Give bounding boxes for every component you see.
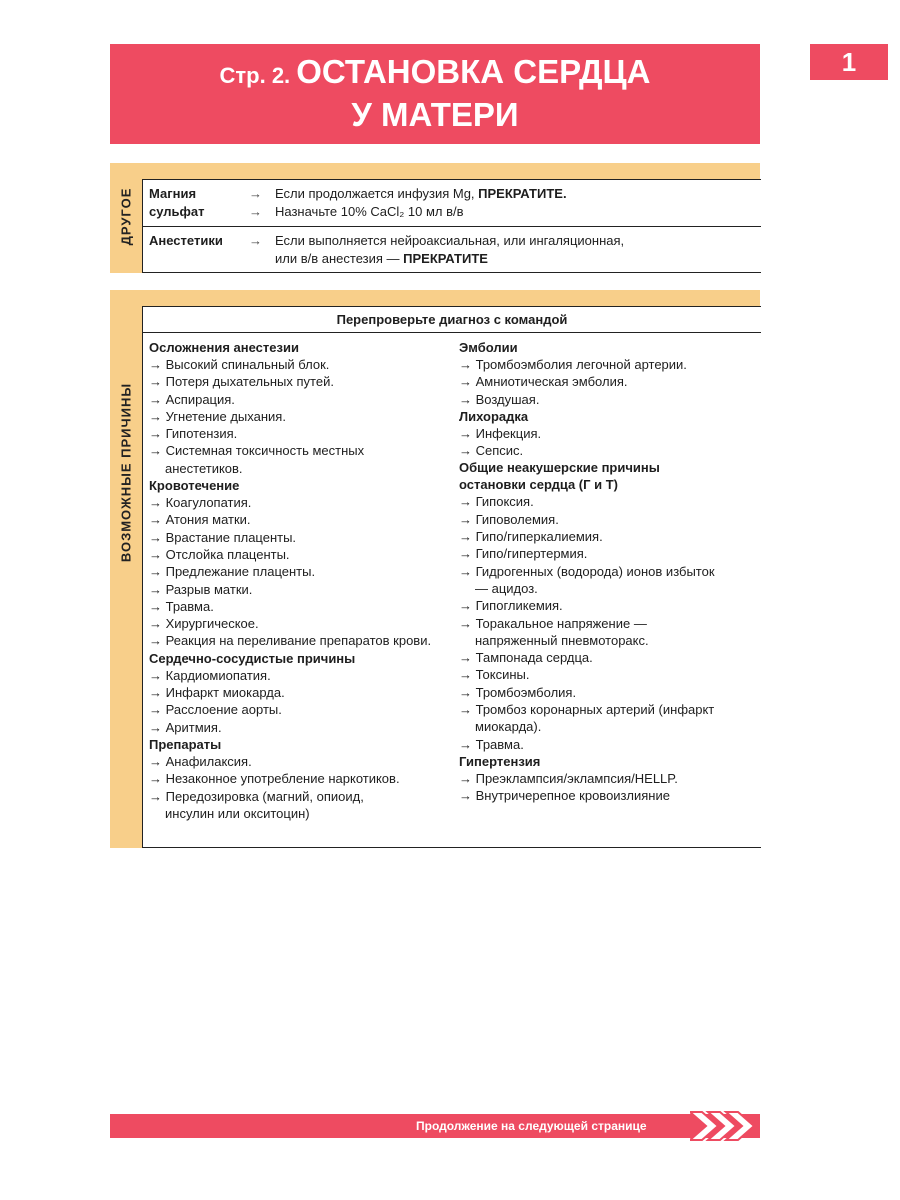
causes-section [110,290,760,848]
group-title: Осложнения анестезии [149,340,299,355]
chevrons-right-icon [690,1110,760,1142]
term-magnesium: Магния сульфат [149,186,205,219]
page-title: ОСТАНОВКА СЕРДЦА [296,53,651,90]
page-number-badge: 1 [810,44,888,80]
arrow-icon: → [249,186,262,201]
list-item: → Тромбоэмболия легочной артерии. [459,357,687,372]
group-title: Общие неакушерские причины остановки сердца (Г и Т) [459,460,660,493]
section-sidebar [110,290,142,848]
other-content [142,179,761,273]
list-item: → Инфаркт миокарда. [149,685,285,701]
list-item: → Аритмия. [149,719,222,735]
list-item: → Тампонада сердца. [459,650,593,666]
list-item: → Передозировка (магний, опиоид, инсулин или окситоцин) [149,788,364,821]
list-item: → Хирургическое. [149,616,259,632]
causes-header: Перепроверьте диагноз с командой [143,307,761,333]
list-item: → Гипо/гипертермия. [459,546,588,562]
list-item: → Реакция на переливание препаратов крови. [149,633,432,649]
other-section [110,163,760,273]
list-item: → Отслойка плаценты. [149,546,290,562]
group-title: Эмболии [459,340,518,355]
list-item: → Предлежание плаценты. [149,564,316,580]
list-item: → Гипотензия. [149,426,238,442]
causes-right-column [459,339,755,805]
list-item: → Амниотическая эмболия. [459,374,628,390]
list-item: → Потеря дыхательных путей. [149,374,334,390]
list-item: → Угнетение дыхания. [149,408,286,424]
list-item: → Травма. [149,598,214,614]
list-item: → Торакальное напряжение — напряженный пневмоторакс. [459,615,649,648]
list-item: → Атония матки. [149,512,251,528]
magnesium-desc-2: Назначьте 10% CaCl₂ 10 мл в/в [275,204,464,219]
list-item: → Преэклампсия/эклампсия/HELLP. [459,770,678,786]
list-item: → Гиповолемия. [459,511,559,527]
causes-content [142,306,761,848]
list-item: → Разрыв матки. [149,581,253,597]
list-item: → Системная токсичность местных анестетиков. [149,443,365,476]
list-item: → Расслоение аорты. [149,702,282,718]
row-divider [143,226,761,227]
list-item: → Кардиомиопатия. [149,667,271,683]
arrow-icon: → [249,204,262,219]
list-item: → Коагулопатия. [149,495,252,511]
list-item: → Незаконное употребление наркотиков. [149,771,400,787]
section-topbar [110,290,760,306]
continued-note: Продолжение на следующей странице [416,1119,647,1133]
list-item: → Воздушая. [459,391,540,407]
list-item: → Инфекция. [459,425,542,441]
page-ref: Стр. 2. [219,63,291,88]
list-item: → Внутричерепное кровоизлияние [459,788,670,804]
list-item: → Травма. [459,736,524,752]
arrow-icon: → [249,233,262,248]
group-title: Кровотечение [149,478,240,494]
section-sidebar [110,163,142,273]
list-item: → Токсины. [459,667,530,683]
page-title-line2: У МАТЕРИ [351,96,519,133]
list-item: → Гипоксия. [459,494,534,510]
list-item: → Врастание плаценты. [149,529,297,545]
list-item: → Тромбоз коронарных артерий (инфаркт миокарда). [459,702,715,735]
anesthetics-desc-1: Если выполняется нейроаксиальная, или ингаляционная, [275,233,625,248]
anesthetics-desc-2: или в/в анестезия — ПРЕКРАТИТЕ [275,251,488,266]
list-item: → Гипогликемия. [459,598,563,614]
list-item: → Анафилаксия. [149,753,252,769]
group-title: Гипертензия [459,753,541,769]
term-anesthetics: Анестетики [149,233,223,248]
list-item: → Аспирация. [149,391,235,407]
other-side-label: ДРУГОЕ [118,187,134,246]
causes-left-column [149,339,445,822]
list-item: → Высокий спинальный блок. [149,357,330,372]
section-topbar [110,163,760,179]
title-banner [110,44,760,144]
causes-side-label: ВОЗМОЖНЫЕ ПРИЧИНЫ [118,382,134,563]
list-item: → Сепсис. [459,443,524,459]
group-title: Препараты [149,736,222,752]
list-item: → Гидрогенных (водорода) ионов избыток — ацидоз. [459,563,715,596]
group-title: Сердечно-сосудистые причины [149,650,356,666]
group-title: Лихорадка [459,408,529,424]
list-item: → Тромбоэмболия. [459,684,577,700]
list-item: → Гипо/гиперкалиемия. [459,529,603,545]
magnesium-desc-1: Если продолжается инфузия Mg, ПРЕКРАТИТЕ. [275,186,567,201]
